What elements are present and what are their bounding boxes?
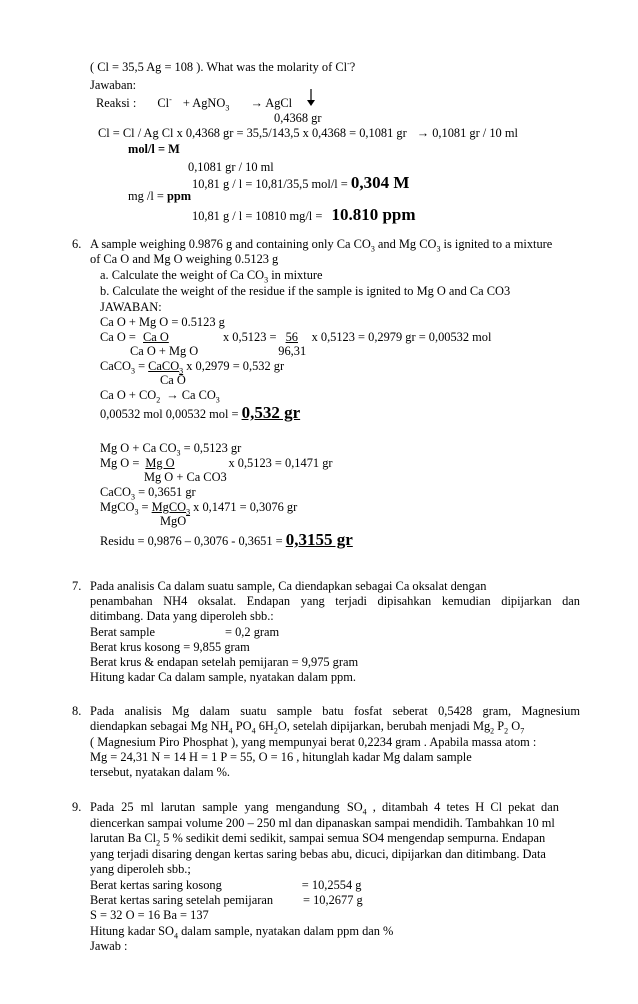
p5-cl-line: Cl = Cl / Ag Cl x 0,4368 gr = 35,5/143,5 x 0,4368 = 0,1081 gr → 0,1081 gr / 10 ml <box>98 126 518 140</box>
p7-line5: Berat krus kosong = 9,855 gram <box>90 640 250 654</box>
p5-m1: 0,1081 gr / 10 ml <box>188 160 274 174</box>
p5-ppm-line: 10,81 g / l = 10810 mg/l = 10.810 ppm <box>192 205 416 224</box>
p9-line4: yang terjadi disaring dengan kertas saring bebas abu, dicuci, dipijarkan dan ditimbang. Data <box>90 847 546 861</box>
p7-number: 7. <box>72 579 82 593</box>
p7-line2: penambahan NH4 oksalat. Endapan yang terjadi dipisahkan kemudian dipijarkan dan <box>90 594 580 608</box>
p6-f5: MgCO$_3$ = MgCO$_3$ x 0,1471 = 0,3076 gr <box>100 500 298 517</box>
p9-line3: larutan Ba $Cl_2$ 5 % sedikit demi sedikit, sampai semua SO4 mengendap sempurna. Endapan <box>90 831 546 848</box>
p6-f3: Mg O + Ca CO3 <box>144 470 227 484</box>
p6-eq7: 0,00532 mol 0,00532 mol = 0,532 gr <box>100 403 301 422</box>
precipitate-arrow-icon <box>306 88 316 108</box>
p9-line9: Hitung kadar $SO_4$ dalam sample, nyatakan dalam ppm dan % <box>90 924 394 941</box>
p9-line6: Berat kertas saring kosong = 10,2554 g <box>90 878 362 892</box>
p6-f7: Residu = 0,9876 – 0,3076 - 0,3651 = 0,3155 gr <box>100 530 353 549</box>
p5-ppt: 0,4368 gr <box>274 111 322 125</box>
p8-line5: tersebut, nyatakan dalam %. <box>90 765 231 779</box>
p9-line8: S = 32 O = 16 Ba = 137 <box>90 908 209 922</box>
p7-line4: Berat sample = 0,2 gram <box>90 625 280 639</box>
p9-line7: Berat kertas saring setelah pemijaran = 10,2677 g <box>90 893 363 907</box>
p6-eq3: Ca O + Mg O 96,31 <box>130 344 307 358</box>
p6-eq5: Ca O <box>160 373 186 387</box>
p7-line1: Pada analisis Ca dalam suatu sample, Ca diendapkan sebagai Ca oksalat dengan <box>90 579 487 593</box>
p9-line1: Pada 25 ml larutan sample yang mengandung $SO_4$ , ditambah 4 tetes H Cl pekat dan <box>90 800 559 817</box>
p7-line3: ditimbang. Data yang diperoleh sbb.: <box>90 609 274 623</box>
p6-jawaban: JAWABAN: <box>100 300 162 314</box>
p6-f4: CaCO$_3$ = 0,3651 gr <box>100 485 196 502</box>
p9-number: 9. <box>72 800 82 814</box>
p6-line1: A sample weighing 0.9876 g and containing only Ca $CO_3$ and Mg $CO_3$ is ignited to a mixture <box>90 237 553 254</box>
p8-number: 8. <box>72 704 82 718</box>
p6-eq2: Ca O = Ca O x 0,5123 = 56 x 0,5123 = 0,2979 gr = 0,00532 mol <box>100 330 492 344</box>
p6-f2: Mg O = Mg O x 0,5123 = 0,1471 gr <box>100 456 333 470</box>
p6-line2: of Ca O and Mg O weighing 0.5123 g <box>90 252 279 266</box>
p5-m2: 10,81 g / l = 10,81/35,5 mol/l = 0,304 M <box>192 173 410 192</box>
p5-moll: mol/l = M <box>128 142 180 156</box>
p9-line2: diencerkan sampai volume 200 – 250 ml dan dipanaskan sampai mendidih. Tambahkan 10 ml <box>90 816 555 830</box>
p6-part-a: a. Calculate the weight of Ca $CO_3$ in mixture <box>100 268 323 285</box>
p5-jawaban: Jawaban: <box>90 78 137 92</box>
p8-line4: Mg = 24,31 N = 14 H = 1 P = 55, O = 16 , hitunglah kadar Mg dalam sample <box>90 750 472 764</box>
p6-eq1: Ca O + Mg O = 0.5123 g <box>100 315 225 329</box>
p6-eq6: Ca $O + CO_2 \to Ca$ $CO_3$ <box>100 388 220 405</box>
p7-line6: Berat krus & endapan setelah pemijaran = 9,975 gram <box>90 655 359 669</box>
p9-line5: yang diperoleh sbb.; <box>90 862 191 876</box>
p6-part-b: b. Calculate the weight of the residue if the sample is ignited to Mg O and Ca CO3 <box>100 284 511 298</box>
p9-line10: Jawab : <box>90 939 128 953</box>
p7-line7: Hitung kadar Ca dalam sample, nyatakan dalam ppm. <box>90 670 356 684</box>
p8-line3: ( Magnesium Piro Phosphat ), yang mempunyai berat 0,2234 gram . Apabila massa atom : <box>90 735 537 749</box>
p6-f1: Mg O + Ca $CO_3 = 0,5123$ gr <box>100 441 242 458</box>
p8-line1: Pada analisis Mg dalam suatu sample batu fosfat seberat 0,5428 gram, Magnesium <box>90 704 580 718</box>
p5-line1: ( Cl = 35,5 Ag = 108 ). What was the molarity of Cl-? <box>90 58 356 74</box>
p6-eq4: CaCO$_3$ = CaCO$_3$ x 0,2979 = 0,532 gr <box>100 359 285 376</box>
p6-number: 6. <box>72 237 82 251</box>
p8-line2: diendapkan sebagai Mg $NH_4$ $PO_4$ $6H_2O$, setelah dipijarkan, berubah menjadi $Mg_2$ $P_2$ $O_7$ <box>90 719 525 736</box>
p5-mgl: mg /l = ppm <box>128 189 192 203</box>
p6-f6: MgO <box>160 514 187 528</box>
p5-reaksi: Reaksi : Cl- + AgNO$_3$ → AgCl <box>96 94 293 113</box>
